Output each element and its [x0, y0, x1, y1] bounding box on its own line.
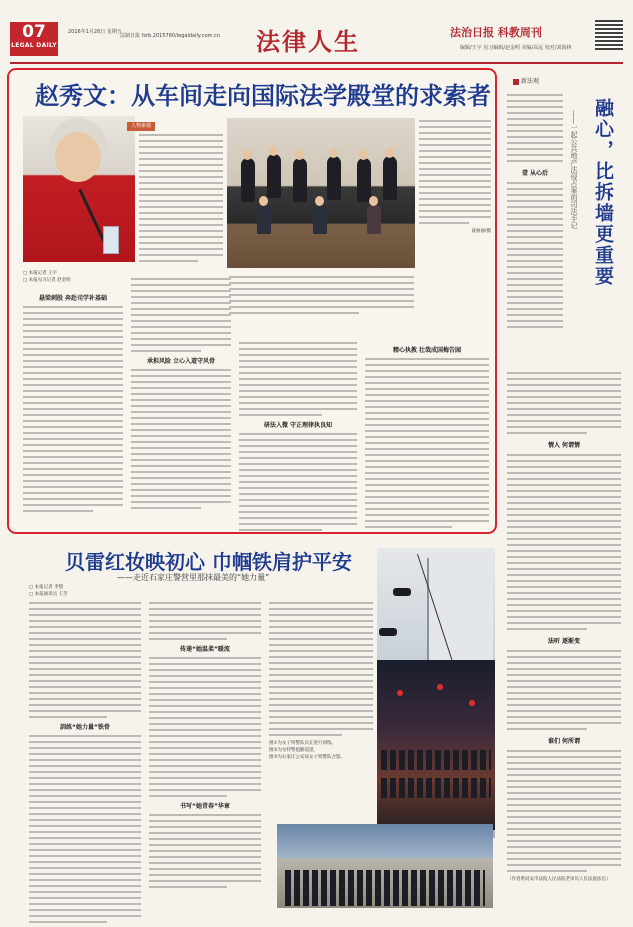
column-subtitle: ——一起公共地产法侵占案的司法手记: [570, 110, 578, 229]
story2-column-3: [269, 602, 373, 761]
subhead-3: 研法入微 守正理律执良知: [263, 422, 333, 429]
section-title: 法律人生: [256, 27, 360, 56]
story2-column-2: [149, 602, 261, 892]
second-subtitle: ——走近石家庄警营里那抹最美的“她力量”: [117, 573, 270, 582]
body-column-4: [365, 342, 489, 532]
feature-byline: □ 本报记者 王宇 □ 本报见习记者 赵金明: [23, 271, 71, 283]
page-number-badge: [10, 22, 58, 56]
subhead-4: 精心执教 壮哉成国梅告园: [392, 347, 462, 354]
photo-caption-text: [229, 276, 414, 318]
patrol-photo: [377, 660, 495, 830]
column-subhead-1: 壹 从心后: [521, 170, 549, 177]
story2-subhead-1: 訓练“她力量”铁骨: [60, 724, 110, 731]
column-tag: [513, 76, 539, 85]
editors-line: 编辑/王宇 见习编辑/赵金明 美编/高远 校对/刘海林: [460, 45, 572, 51]
water-glass-icon: [103, 226, 119, 254]
masthead: [10, 18, 623, 64]
team-row: [285, 886, 485, 906]
story2-column-1: [29, 602, 141, 927]
photo-sidebar-text: [419, 120, 491, 235]
page-number: 07: [22, 22, 46, 42]
photo-credit: 图①为女子特警队员在进行训练。 图②为女特警值勤巡逻。 图③为石家庄公安局女子特警队合影。: [269, 741, 346, 760]
column-section: 新法观: [521, 78, 540, 85]
second-byline: □ 本报记者 李想 □ 本报通讯员 王芳: [29, 585, 68, 597]
team-photo: [277, 824, 493, 908]
column-text-bottom: [507, 372, 621, 883]
second-article: [7, 540, 497, 912]
newspaper-brand: 法治日报 科教周刊: [450, 26, 542, 39]
page-label: LEGAL DAILY: [11, 42, 57, 49]
column-footer: （作者系同安市法院人民法院老审员人民法庭法官）: [507, 877, 611, 882]
column-subhead-4: 谁们 何所谓: [547, 738, 581, 745]
issue-date: 2016年1月26日 星期五: [68, 29, 122, 35]
column-title: 融心，比拆墙更重要: [592, 98, 614, 287]
climber-figure: [393, 588, 411, 596]
subhead-1: 悬梁刺股 奔赴司学补基础: [38, 295, 108, 302]
column-subhead-2: 情人 何谓情: [547, 442, 581, 449]
second-headline: 贝雷红妆映初心 巾帼铁肩护平安: [65, 550, 352, 574]
officer-row: [381, 750, 491, 770]
site-url: 法制日报 fzrb.2015760/legaldaily.com.cn: [120, 33, 220, 39]
people-label: 人物素描: [127, 122, 155, 131]
square-bullet-icon: [513, 79, 519, 85]
officer-row: [381, 778, 491, 798]
portrait-photo: [23, 116, 135, 262]
caption-author: 聂丽丽/摄: [471, 229, 491, 234]
portrait-face: [55, 132, 101, 182]
qr-code-icon: [595, 20, 623, 50]
column-text-top: [507, 94, 563, 332]
story2-subhead-3: 书写“她青春”华章: [180, 803, 230, 810]
story2-subhead-2: 传递“她温柔”暖流: [180, 646, 230, 653]
group-photo: [227, 118, 415, 268]
column-subhead-3: 法听 逐渐变: [547, 638, 581, 645]
feature-article: [7, 68, 497, 534]
feature-headline: 赵秀文：从车间走向国际法学殿堂的求索者: [35, 82, 491, 110]
body-column-3: [239, 342, 357, 535]
body-column-1: [23, 290, 123, 516]
right-column: [503, 72, 625, 910]
subhead-2: 承担风险 立心入道守风骨: [146, 358, 216, 365]
climber-figure: [379, 628, 397, 636]
body-column-2: [131, 278, 231, 513]
intro-text: [139, 134, 223, 266]
